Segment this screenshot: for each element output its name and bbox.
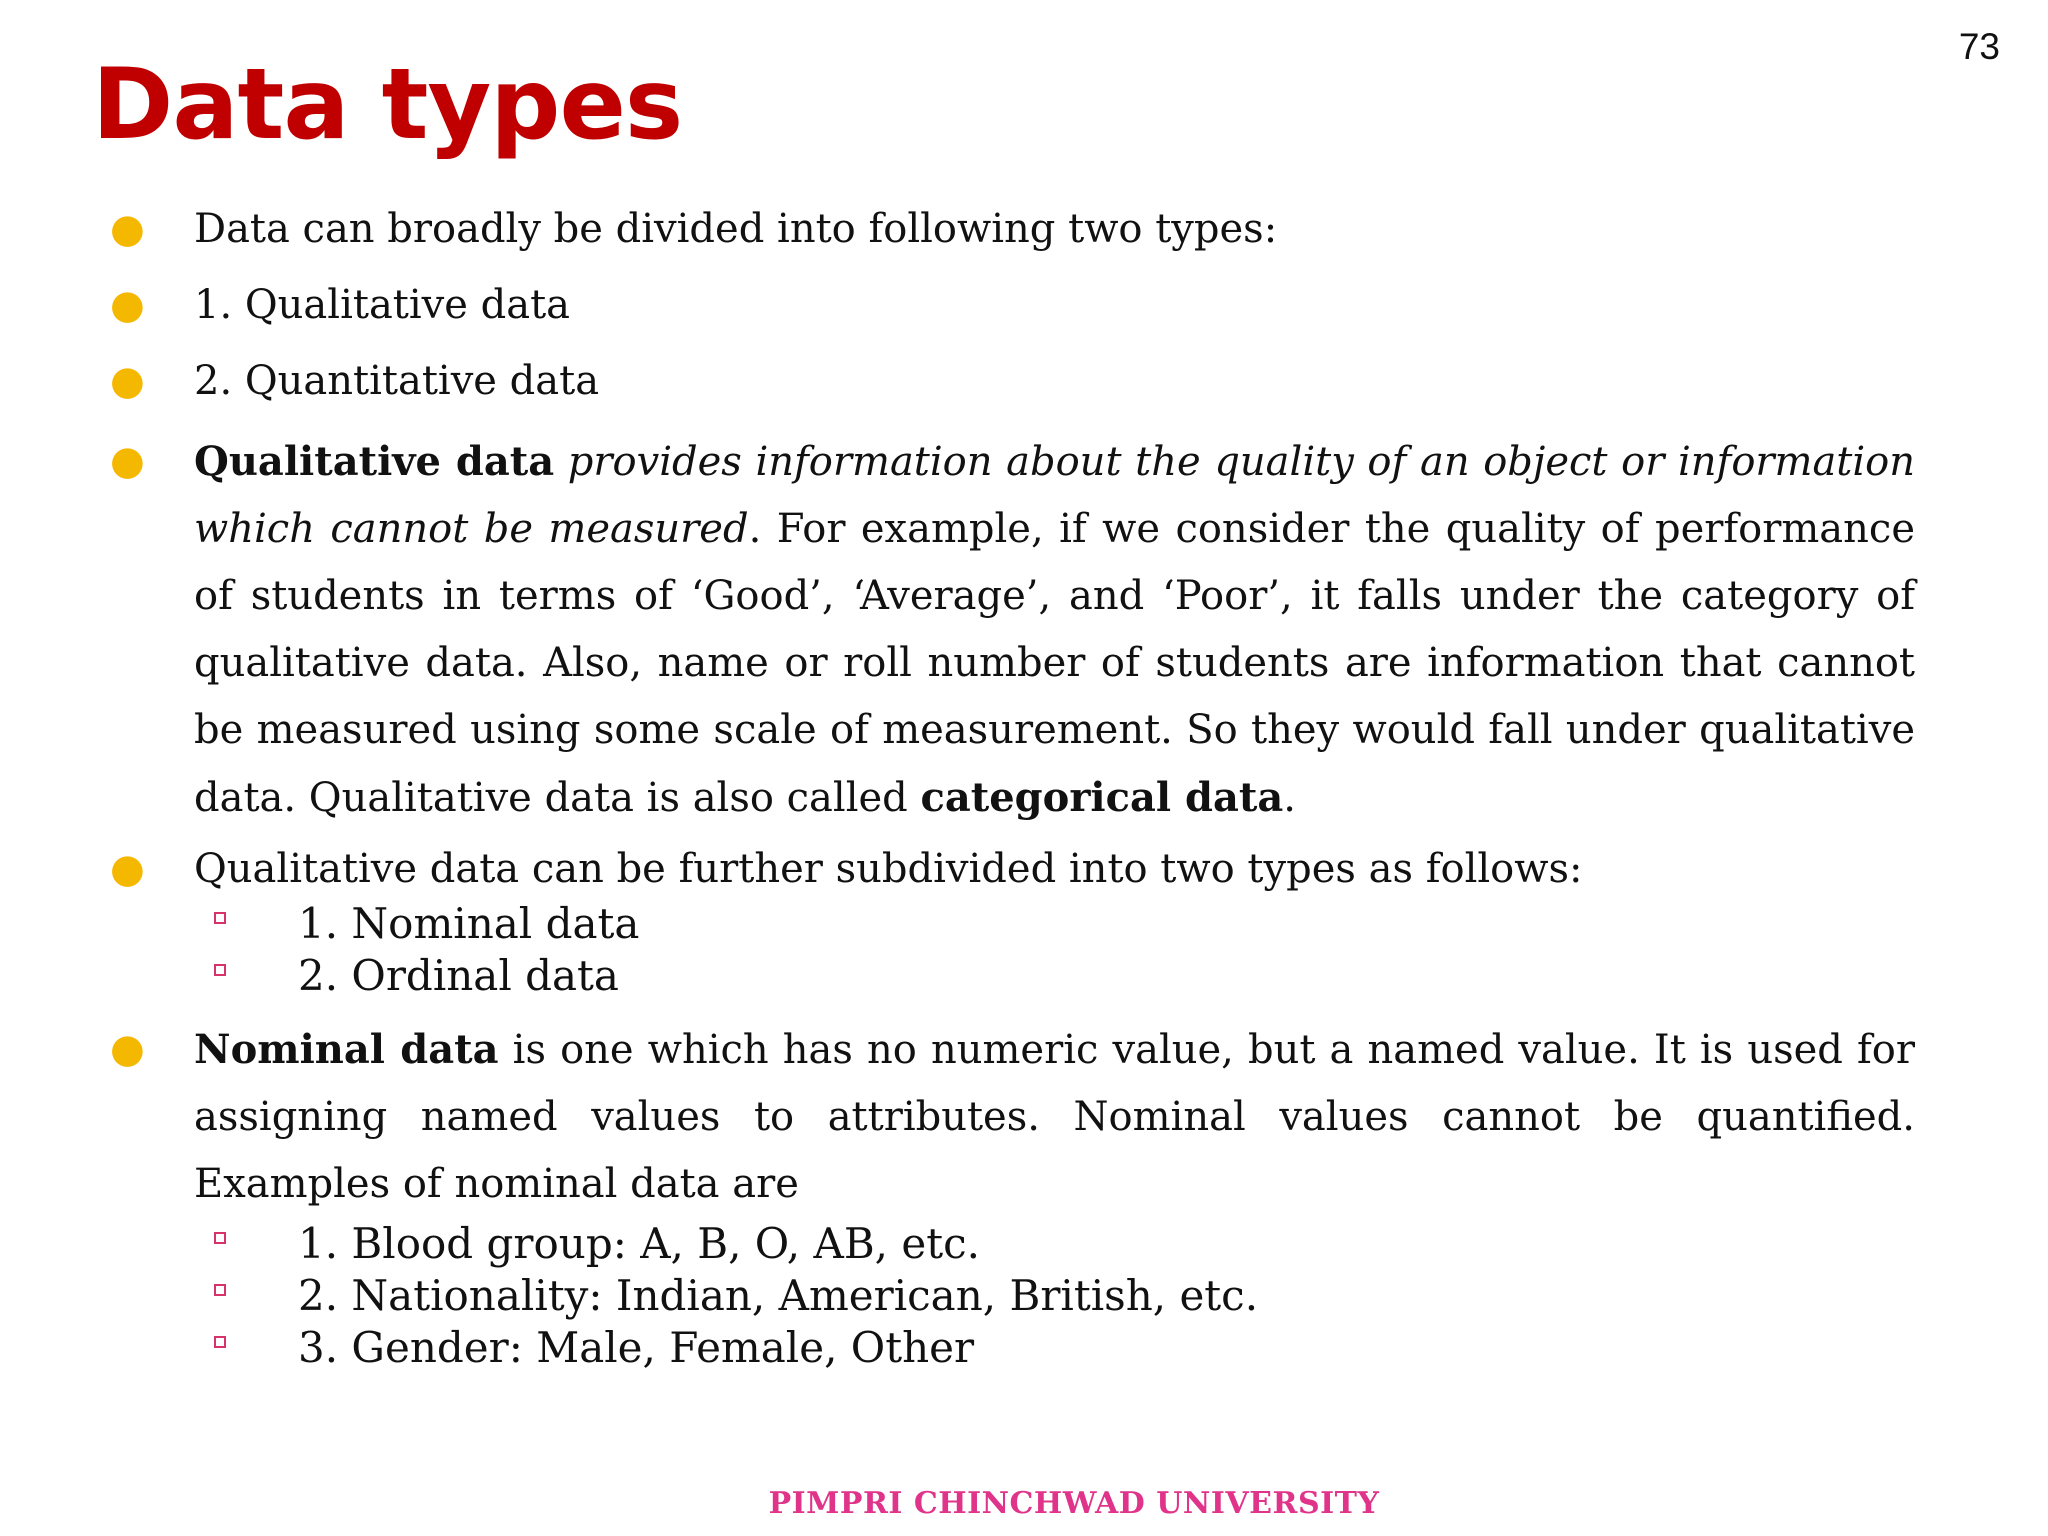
period: . [1283, 775, 1296, 821]
page-number: 73 [1958, 26, 2000, 67]
square-bullet-icon [214, 1232, 226, 1244]
sub-list-item [110, 898, 1915, 950]
square-bullet-icon [214, 1336, 226, 1348]
square-bullet-icon [214, 912, 226, 924]
bullet-dot-icon: ● [110, 846, 145, 892]
definition-text: provides information about the quality of an object or information which cannot be measured [194, 439, 1916, 552]
bullet-text: Data can broadly be divided into following two types: [194, 206, 1278, 252]
bullet-dot-icon: ● [110, 206, 145, 252]
footer-university-name: PIMPRI CHINCHWAD UNIVERSITY [768, 1486, 1380, 1521]
bullet-text: 2. Quantitative data [194, 358, 600, 404]
bullet-dot-icon: ● [110, 358, 145, 404]
sub-item-text: 1. Nominal data [298, 899, 640, 948]
bullet-dot-icon: ● [110, 282, 145, 328]
sub-item-text: 3. Gender: Male, Female, Other [298, 1323, 975, 1372]
sub-list-item [110, 1322, 1915, 1374]
bullet-item [110, 352, 1915, 410]
sub-list-item [110, 1218, 1915, 1270]
sub-item-text: 1. Blood group: A, B, O, AB, etc. [298, 1219, 980, 1268]
bullet-item [110, 200, 1915, 258]
sub-list-qualitative-types [110, 898, 1915, 1002]
bullet-text: Qualitative data can be further subdivided into two types as follows: [194, 846, 1583, 892]
bullet-dot-icon: ● [110, 1026, 145, 1072]
term-qualitative-data: Qualitative data [194, 438, 555, 485]
term-nominal-data: Nominal data [194, 1026, 499, 1073]
slide-content [110, 200, 1915, 1388]
bullet-text: is one which has no numeric value, but a named value. It is used for assigning named values to attributes. Nominal values cannot be quantified. Examples of nominal data are [194, 1027, 1915, 1207]
bullet-item-qualitative-definition [110, 428, 1915, 832]
bullet-item [110, 276, 1915, 334]
bullet-text: . For example, if we consider the quality of performance of students in terms of ‘Good’, ‘Average’, and ‘Poor’, it falls under the category of qualitative data. Also, name or roll number of students are information that cannot be measured using some scale of measurement. So they would fall under qualitative data. Qualitative data is also called [194, 506, 1915, 821]
slide-title: Data types [92, 48, 683, 162]
bullet-item-nominal-definition [110, 1016, 1915, 1218]
sub-list-nominal-examples [110, 1218, 1915, 1374]
sub-item-text: 2. Nationality: Indian, American, British, etc. [298, 1271, 1259, 1320]
bullet-dot-icon: ● [110, 438, 145, 484]
bullet-text: 1. Qualitative data [194, 282, 571, 328]
square-bullet-icon [214, 964, 226, 976]
sub-list-item [110, 950, 1915, 1002]
sub-list-item [110, 1270, 1915, 1322]
square-bullet-icon [214, 1284, 226, 1296]
bullet-item [110, 840, 1915, 898]
sub-item-text: 2. Ordinal data [298, 951, 619, 1000]
term-categorical-data: categorical data [920, 774, 1284, 821]
